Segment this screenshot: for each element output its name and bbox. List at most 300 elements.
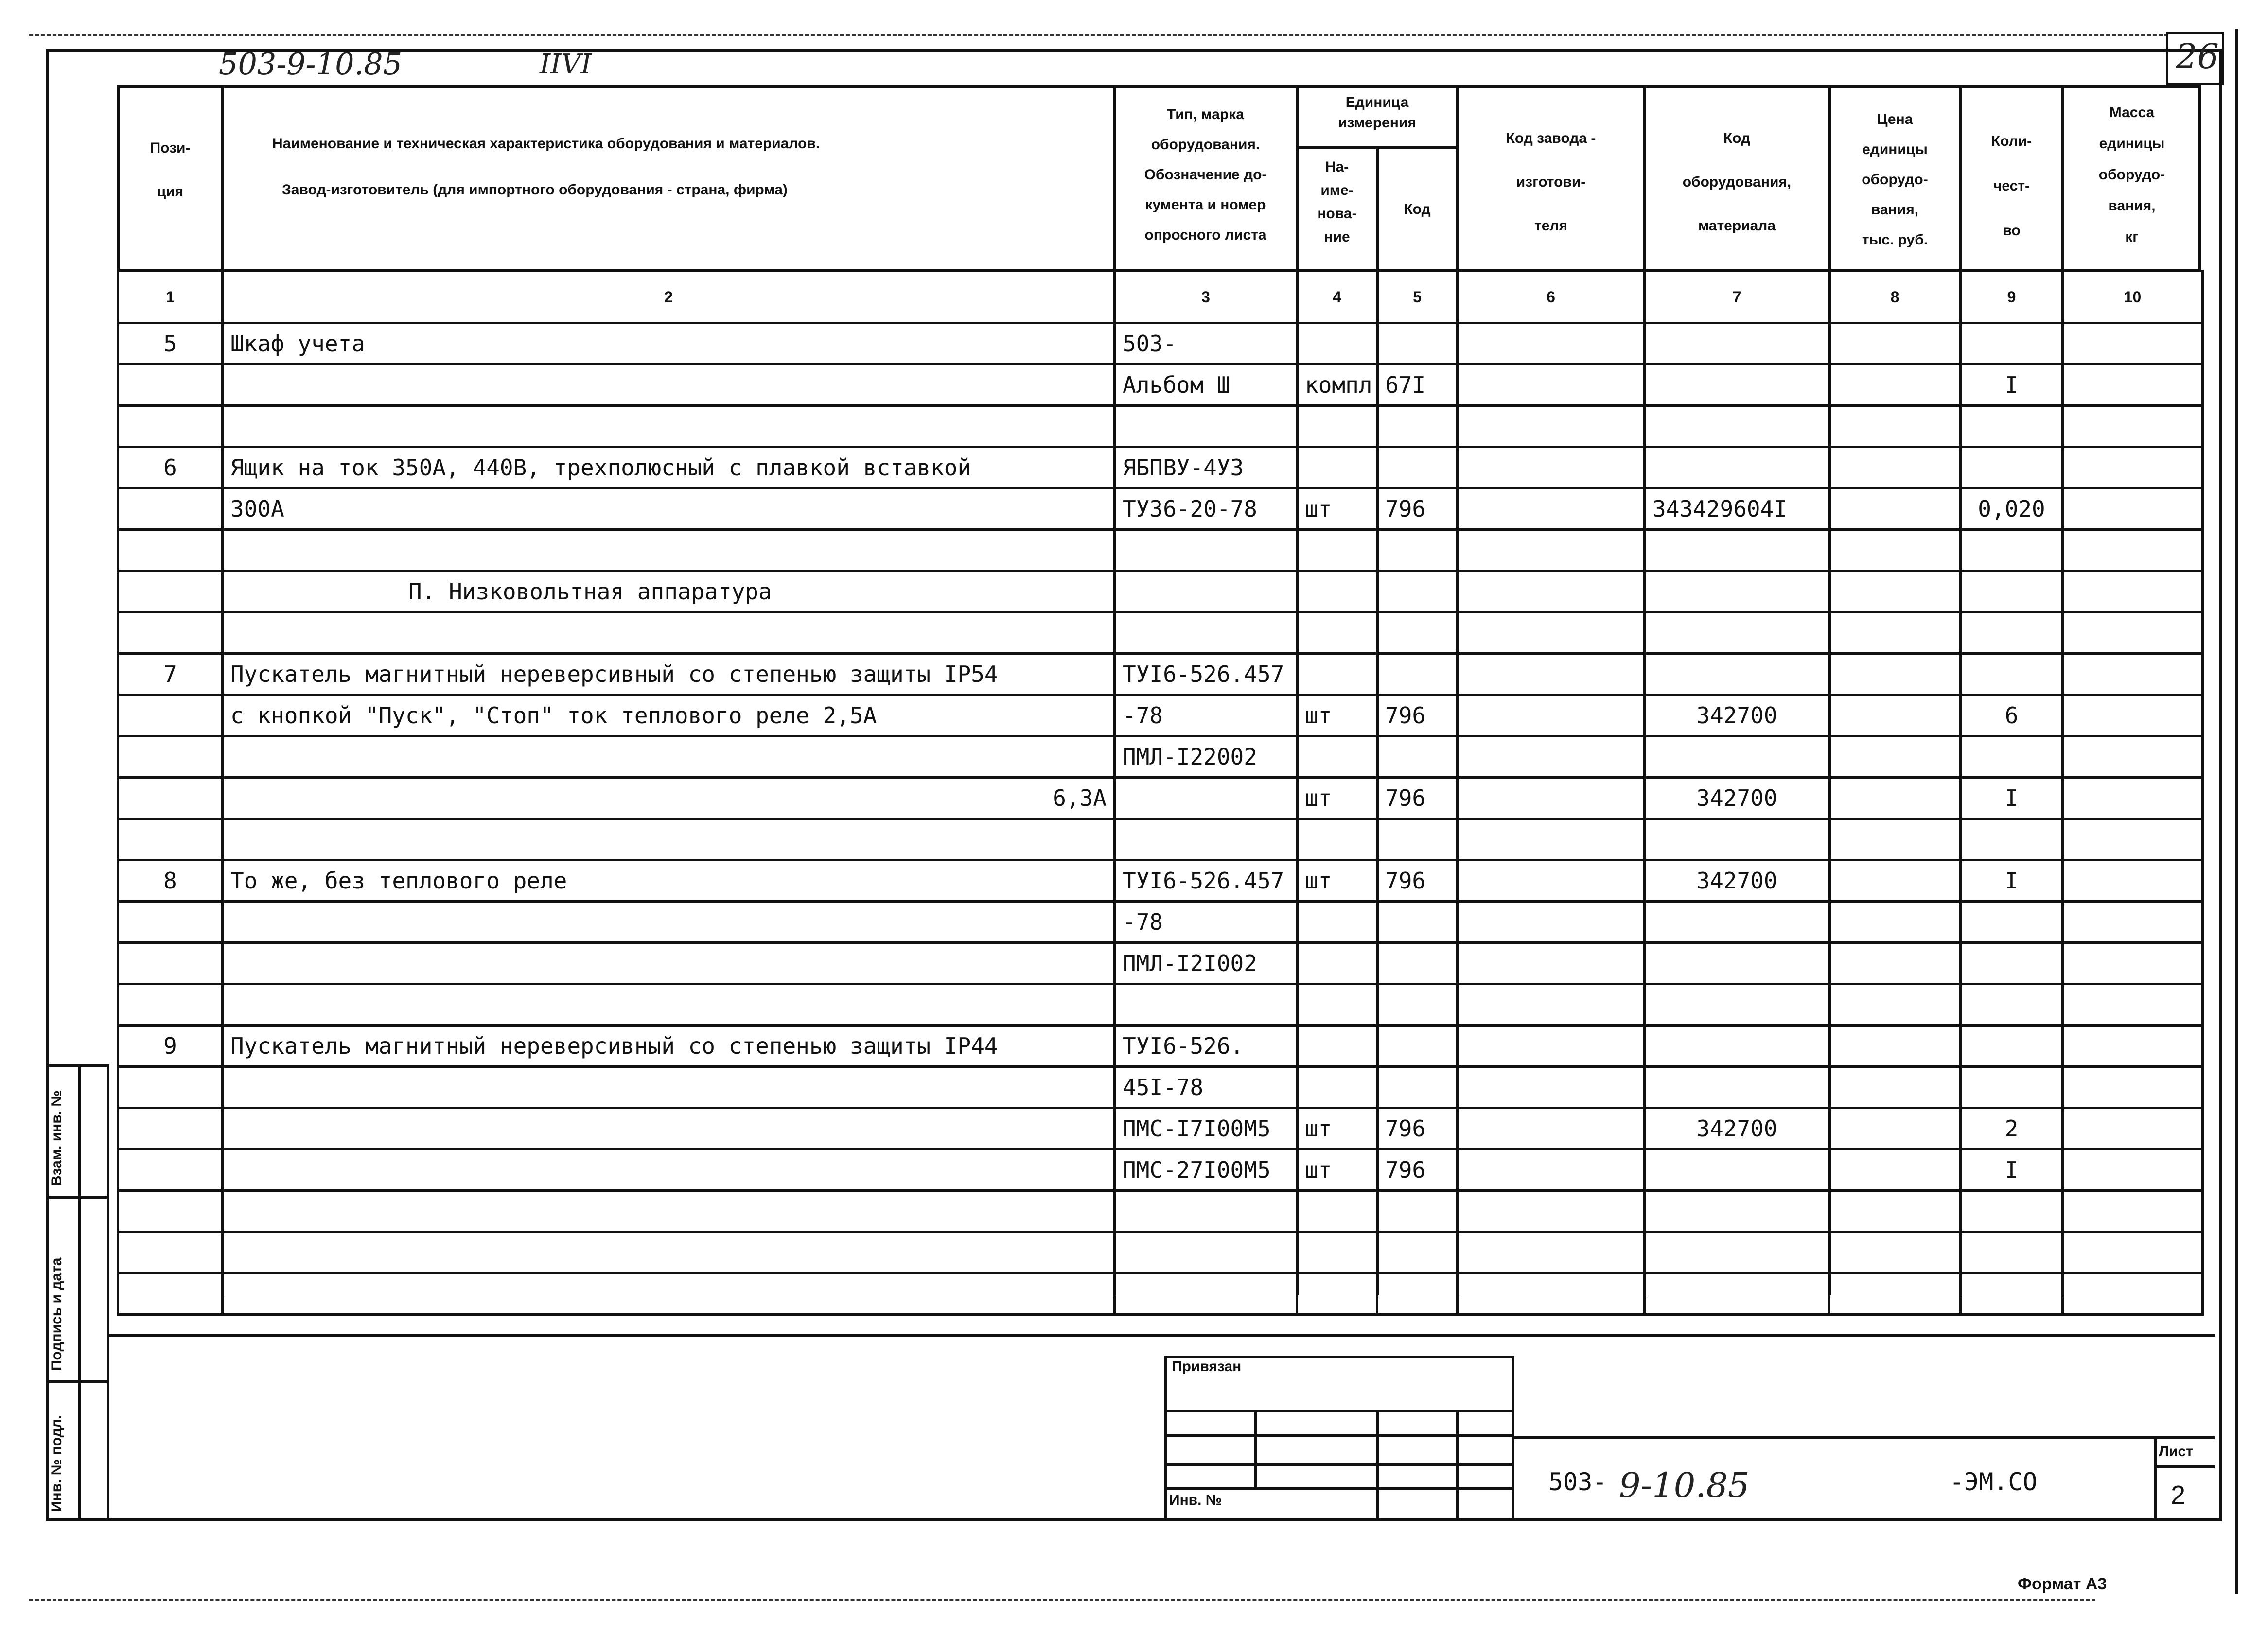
- cell-factory: [1458, 488, 1645, 530]
- cell-qty: [1961, 1026, 2063, 1067]
- table-row: [118, 612, 2203, 654]
- cell-price: [1829, 1191, 1961, 1232]
- cell-type: ТУI6-526.457: [1115, 654, 1297, 695]
- column-number: 7: [1645, 271, 1829, 323]
- side-label-original-inv: Инв. № подл.: [49, 1414, 65, 1512]
- cell-unit: [1297, 1067, 1377, 1108]
- cell-unit: шт: [1297, 860, 1377, 902]
- cell-code: [1377, 406, 1458, 447]
- cell-qty: [1961, 447, 2063, 488]
- cell-price: [1829, 984, 1961, 1026]
- cell-unit: [1297, 447, 1377, 488]
- cell-name: П. Низковольтная аппаратура: [223, 571, 1115, 612]
- cell-qty: [1961, 736, 2063, 778]
- specification-table: [117, 270, 2204, 1316]
- cell-type: ЯБПВУ-4У3: [1115, 447, 1297, 488]
- table-row: [118, 695, 2203, 736]
- column-number: 3: [1115, 271, 1297, 323]
- cell-qty: 6: [1961, 695, 2063, 736]
- cell-mass: [2063, 902, 2203, 943]
- cell-type: -78: [1115, 695, 1297, 736]
- bottom-dashed-line: [29, 1599, 2095, 1603]
- cell-name: [223, 406, 1115, 447]
- cell-mass: [2063, 530, 2203, 571]
- cell-equip: 342700: [1645, 860, 1829, 902]
- cell-pos: [118, 984, 223, 1026]
- cell-type: [1115, 530, 1297, 571]
- cell-equip: [1645, 1149, 1829, 1191]
- header-name-line1: Наименование и техническая характеристика оборудования и материалов.: [272, 136, 820, 152]
- cell-price: [1829, 571, 1961, 612]
- cell-factory: [1458, 530, 1645, 571]
- cell-factory: [1458, 323, 1645, 365]
- cell-mass: [2063, 1026, 2203, 1067]
- cell-qty: [1961, 323, 2063, 365]
- cell-equip: [1645, 943, 1829, 984]
- side-label-replacement-inv: Взам. инв. №: [49, 1090, 65, 1186]
- column-number: 5: [1377, 271, 1458, 323]
- cell-code: [1377, 1191, 1458, 1232]
- cell-code: [1377, 1067, 1458, 1108]
- cell-name: [223, 819, 1115, 860]
- cell-factory: [1458, 778, 1645, 819]
- cell-type: [1115, 1273, 1297, 1315]
- cell-name: Пускатель магнитный нереверсивный со степенью защиты IP54: [223, 654, 1115, 695]
- cell-code: [1377, 447, 1458, 488]
- column-number: 9: [1961, 271, 2063, 323]
- cell-code: [1377, 943, 1458, 984]
- cell-equip: 342700: [1645, 778, 1829, 819]
- table-row: [118, 984, 2203, 1026]
- cell-factory: [1458, 902, 1645, 943]
- cell-equip: [1645, 654, 1829, 695]
- cell-pos: [118, 819, 223, 860]
- cell-type: ПМС-I7I00М5: [1115, 1108, 1297, 1149]
- header-unit-group: Единица измерения: [1338, 94, 1416, 131]
- cell-qty: [1961, 1232, 2063, 1273]
- cell-equip: [1645, 1232, 1829, 1273]
- cell-mass: [2063, 1108, 2203, 1149]
- cell-pos: [118, 736, 223, 778]
- cell-price: [1829, 530, 1961, 571]
- cell-qty: I: [1961, 778, 2063, 819]
- cell-code: 796: [1377, 1108, 1458, 1149]
- cell-qty: [1961, 943, 2063, 984]
- table-row: [118, 943, 2203, 984]
- cell-mass: [2063, 1191, 2203, 1232]
- cell-type: [1115, 778, 1297, 819]
- column-number: 10: [2063, 271, 2203, 323]
- cell-price: [1829, 488, 1961, 530]
- table-row: [118, 860, 2203, 902]
- cell-pos: [118, 571, 223, 612]
- cell-equip: [1645, 406, 1829, 447]
- cell-pos: [118, 1273, 223, 1315]
- table-row: [118, 571, 2203, 612]
- cell-name: [223, 1108, 1115, 1149]
- cell-factory: [1458, 943, 1645, 984]
- cell-type: [1115, 612, 1297, 654]
- table-row: [118, 654, 2203, 695]
- cell-qty: [1961, 530, 2063, 571]
- cell-unit: шт: [1297, 778, 1377, 819]
- cell-code: [1377, 902, 1458, 943]
- table-row: [118, 1108, 2203, 1149]
- cell-qty: [1961, 571, 2063, 612]
- column-number: 2: [223, 271, 1115, 323]
- cell-factory: [1458, 365, 1645, 406]
- cell-name: [223, 1067, 1115, 1108]
- table-row: [118, 530, 2203, 571]
- table-row: [118, 778, 2203, 819]
- cell-code: [1377, 612, 1458, 654]
- cell-code: 796: [1377, 778, 1458, 819]
- cell-unit: [1297, 943, 1377, 984]
- cell-unit: [1297, 1273, 1377, 1315]
- cell-qty: 2: [1961, 1108, 2063, 1149]
- header-name-line2: Завод-изготовитель (для импортного оборудования - страна, фирма): [282, 182, 788, 198]
- cell-mass: [2063, 488, 2203, 530]
- cell-factory: [1458, 695, 1645, 736]
- cell-name: То же, без теплового реле: [223, 860, 1115, 902]
- cell-pos: 9: [118, 1026, 223, 1067]
- list-label: Лист: [2159, 1444, 2193, 1460]
- cell-factory: [1458, 1149, 1645, 1191]
- cell-factory: [1458, 1232, 1645, 1273]
- cell-mass: [2063, 695, 2203, 736]
- cell-factory: [1458, 1067, 1645, 1108]
- table-row: [118, 1273, 2203, 1315]
- cell-price: [1829, 819, 1961, 860]
- handwritten-top-code: 503-9-10.85: [219, 46, 403, 82]
- handwritten-top-mark: IIVI: [540, 49, 592, 80]
- cell-mass: [2063, 943, 2203, 984]
- cell-name: [223, 365, 1115, 406]
- cell-qty: [1961, 1191, 2063, 1232]
- cell-qty: [1961, 612, 2063, 654]
- cell-unit: [1297, 1232, 1377, 1273]
- header-equipment-code: Код оборудования, материала: [1682, 130, 1792, 234]
- cell-equip: [1645, 984, 1829, 1026]
- cell-factory: [1458, 654, 1645, 695]
- cell-code: [1377, 736, 1458, 778]
- cell-mass: [2063, 860, 2203, 902]
- cell-mass: [2063, 365, 2203, 406]
- cell-mass: [2063, 1149, 2203, 1191]
- cell-unit: [1297, 654, 1377, 695]
- column-number: 4: [1297, 271, 1377, 323]
- list-value: 2: [2171, 1480, 2186, 1510]
- cell-price: [1829, 736, 1961, 778]
- header-mass: Масса единицы оборудо- вания, кг: [2098, 104, 2165, 245]
- cell-qty: [1961, 819, 2063, 860]
- table-row: [118, 1232, 2203, 1273]
- table-row: [118, 1026, 2203, 1067]
- cell-pos: [118, 530, 223, 571]
- cell-code: [1377, 1026, 1458, 1067]
- column-number-row: [118, 271, 2203, 323]
- cell-code: 67I: [1377, 365, 1458, 406]
- cell-type: ПМС-27I00М5: [1115, 1149, 1297, 1191]
- cell-pos: [118, 778, 223, 819]
- cell-name: [223, 984, 1115, 1026]
- cell-name: Ящик на ток 350А, 440В, трехполюсный с плавкой вставкой: [223, 447, 1115, 488]
- cell-factory: [1458, 984, 1645, 1026]
- cell-factory: [1458, 860, 1645, 902]
- cell-unit: [1297, 406, 1377, 447]
- cell-code: [1377, 984, 1458, 1026]
- cell-pos: [118, 365, 223, 406]
- cell-name: [223, 943, 1115, 984]
- cell-equip: [1645, 447, 1829, 488]
- cell-price: [1829, 365, 1961, 406]
- cell-price: [1829, 406, 1961, 447]
- cell-equip: [1645, 365, 1829, 406]
- cell-factory: [1458, 571, 1645, 612]
- cell-mass: [2063, 323, 2203, 365]
- cell-code: [1377, 1232, 1458, 1273]
- header-unit-code: Код: [1404, 201, 1431, 217]
- cell-price: [1829, 323, 1961, 365]
- table-row: [118, 447, 2203, 488]
- cell-name: [223, 902, 1115, 943]
- cell-factory: [1458, 1108, 1645, 1149]
- cell-unit: [1297, 902, 1377, 943]
- format-label: Формат А3: [2018, 1575, 2107, 1593]
- cell-factory: [1458, 612, 1645, 654]
- cell-price: [1829, 943, 1961, 984]
- cell-name: [223, 530, 1115, 571]
- cell-pos: [118, 612, 223, 654]
- cell-equip: [1645, 1067, 1829, 1108]
- cell-pos: [118, 1191, 223, 1232]
- cell-factory: [1458, 406, 1645, 447]
- cell-factory: [1458, 447, 1645, 488]
- cell-unit: шт: [1297, 695, 1377, 736]
- cell-type: ТУI6-526.457: [1115, 860, 1297, 902]
- table-row: [118, 1067, 2203, 1108]
- cell-mass: [2063, 612, 2203, 654]
- cell-price: [1829, 1273, 1961, 1315]
- cell-price: [1829, 1026, 1961, 1067]
- cell-type: [1115, 1191, 1297, 1232]
- cell-price: [1829, 695, 1961, 736]
- cell-type: Альбом Ш: [1115, 365, 1297, 406]
- table-row: [118, 323, 2203, 365]
- cell-factory: [1458, 819, 1645, 860]
- cell-pos: [118, 1232, 223, 1273]
- cell-unit: [1297, 736, 1377, 778]
- cell-mass: [2063, 736, 2203, 778]
- cell-mass: [2063, 654, 2203, 695]
- cell-equip: [1645, 1026, 1829, 1067]
- cell-factory: [1458, 736, 1645, 778]
- cell-code: [1377, 571, 1458, 612]
- table-row: [118, 736, 2203, 778]
- cell-type: [1115, 571, 1297, 612]
- table-row: [118, 819, 2203, 860]
- cell-equip: 343429604I: [1645, 488, 1829, 530]
- cell-unit: шт: [1297, 1149, 1377, 1191]
- cell-code: [1377, 654, 1458, 695]
- cell-type: -78: [1115, 902, 1297, 943]
- cell-price: [1829, 1108, 1961, 1149]
- cell-qty: [1961, 1273, 2063, 1315]
- handwritten-sheet-number: 26: [2176, 36, 2219, 76]
- cell-type: [1115, 819, 1297, 860]
- header-quantity: Коли- чест- во: [1991, 133, 2032, 239]
- column-number: 8: [1829, 271, 1961, 323]
- cell-pos: 7: [118, 654, 223, 695]
- cell-qty: I: [1961, 860, 2063, 902]
- cell-price: [1829, 1232, 1961, 1273]
- header-unit-name: На- име- нова- ние: [1317, 159, 1357, 245]
- header-type: Тип, марка оборудования. Обозначение до- кумента и номер опросного листа: [1144, 106, 1267, 243]
- stamp-doc-suffix: -ЭМ.СО: [1950, 1468, 2038, 1496]
- cell-mass: [2063, 778, 2203, 819]
- cell-pos: 6: [118, 447, 223, 488]
- cell-pos: 8: [118, 860, 223, 902]
- cell-name: Шкаф учета: [223, 323, 1115, 365]
- cell-equip: [1645, 571, 1829, 612]
- stamp-doc-handwritten: 9-10.85: [1619, 1465, 1750, 1505]
- cell-pos: [118, 943, 223, 984]
- right-frame-line: [2235, 29, 2238, 1594]
- cell-type: ПМЛ-I22002: [1115, 736, 1297, 778]
- cell-name: [223, 1232, 1115, 1273]
- cell-factory: [1458, 1273, 1645, 1315]
- cell-equip: 342700: [1645, 1108, 1829, 1149]
- cell-equip: [1645, 736, 1829, 778]
- cell-unit: шт: [1297, 488, 1377, 530]
- cell-code: 796: [1377, 695, 1458, 736]
- cell-mass: [2063, 1067, 2203, 1108]
- cell-qty: [1961, 902, 2063, 943]
- cell-price: [1829, 447, 1961, 488]
- header-position: Пози- ция: [150, 140, 191, 200]
- cell-code: [1377, 819, 1458, 860]
- cell-unit: [1297, 1191, 1377, 1232]
- cell-mass: [2063, 984, 2203, 1026]
- cell-unit: [1297, 1026, 1377, 1067]
- cell-type: ПМЛ-I2I002: [1115, 943, 1297, 984]
- header-factory-code: Код завода - изготови- теля: [1506, 130, 1596, 234]
- privyazan-label: Привязан: [1172, 1358, 1242, 1375]
- table-row: [118, 1191, 2203, 1232]
- cell-unit: [1297, 323, 1377, 365]
- cell-equip: [1645, 819, 1829, 860]
- column-number: 1: [118, 271, 223, 323]
- cell-name: [223, 1273, 1115, 1315]
- cell-mass: [2063, 447, 2203, 488]
- cell-price: [1829, 860, 1961, 902]
- cell-type: ТУ36-20-78: [1115, 488, 1297, 530]
- cell-unit: компл: [1297, 365, 1377, 406]
- cell-pos: 5: [118, 323, 223, 365]
- cell-pos: [118, 1108, 223, 1149]
- cell-equip: 342700: [1645, 695, 1829, 736]
- cell-unit: [1297, 819, 1377, 860]
- side-label-signature-date: Подпись и дата: [49, 1257, 65, 1371]
- cell-name: [223, 1191, 1115, 1232]
- cell-price: [1829, 654, 1961, 695]
- cell-pos: [118, 1149, 223, 1191]
- column-number: 6: [1458, 271, 1645, 323]
- cell-qty: [1961, 1067, 2063, 1108]
- cell-equip: [1645, 323, 1829, 365]
- cell-code: [1377, 323, 1458, 365]
- cell-mass: [2063, 819, 2203, 860]
- cell-factory: [1458, 1026, 1645, 1067]
- cell-code: 796: [1377, 488, 1458, 530]
- cell-qty: [1961, 406, 2063, 447]
- table-row: [118, 902, 2203, 943]
- cell-factory: [1458, 1191, 1645, 1232]
- cell-unit: [1297, 571, 1377, 612]
- stamp-doc-printed: 503-: [1548, 1468, 1607, 1496]
- cell-qty: 0,020: [1961, 488, 2063, 530]
- table-row: [118, 488, 2203, 530]
- cell-name: с кнопкой "Пуск", "Стоп" ток теплового реле 2,5А: [223, 695, 1115, 736]
- cell-equip: [1645, 902, 1829, 943]
- table-row: [118, 406, 2203, 447]
- cell-mass: [2063, 571, 2203, 612]
- cell-mass: [2063, 1273, 2203, 1315]
- cell-type: 45I-78: [1115, 1067, 1297, 1108]
- cell-code: 796: [1377, 860, 1458, 902]
- cell-equip: [1645, 1191, 1829, 1232]
- cell-name: 6,3А: [223, 778, 1115, 819]
- cell-equip: [1645, 612, 1829, 654]
- cell-equip: [1645, 1273, 1829, 1315]
- cell-pos: [118, 488, 223, 530]
- top-dashed-line: [29, 34, 2168, 38]
- cell-qty: [1961, 654, 2063, 695]
- cell-price: [1829, 1149, 1961, 1191]
- cell-price: [1829, 1067, 1961, 1108]
- cell-name: Пускатель магнитный нереверсивный со степенью защиты IP44: [223, 1026, 1115, 1067]
- cell-name: 300А: [223, 488, 1115, 530]
- cell-name: [223, 612, 1115, 654]
- cell-unit: [1297, 984, 1377, 1026]
- cell-code: [1377, 530, 1458, 571]
- cell-qty: I: [1961, 365, 2063, 406]
- cell-type: [1115, 406, 1297, 447]
- cell-pos: [118, 695, 223, 736]
- cell-type: [1115, 1232, 1297, 1273]
- cell-type: ТУI6-526.: [1115, 1026, 1297, 1067]
- cell-code: 796: [1377, 1149, 1458, 1191]
- cell-equip: [1645, 530, 1829, 571]
- cell-qty: [1961, 984, 2063, 1026]
- cell-unit: [1297, 612, 1377, 654]
- inv-no-label: Инв. №: [1169, 1492, 1222, 1508]
- cell-code: [1377, 1273, 1458, 1315]
- cell-pos: [118, 406, 223, 447]
- cell-price: [1829, 902, 1961, 943]
- cell-unit: [1297, 530, 1377, 571]
- cell-name: [223, 736, 1115, 778]
- cell-mass: [2063, 1232, 2203, 1273]
- cell-type: [1115, 984, 1297, 1026]
- cell-name: [223, 1149, 1115, 1191]
- table-row: [118, 1149, 2203, 1191]
- cell-pos: [118, 902, 223, 943]
- cell-pos: [118, 1067, 223, 1108]
- cell-price: [1829, 612, 1961, 654]
- cell-qty: I: [1961, 1149, 2063, 1191]
- cell-price: [1829, 778, 1961, 819]
